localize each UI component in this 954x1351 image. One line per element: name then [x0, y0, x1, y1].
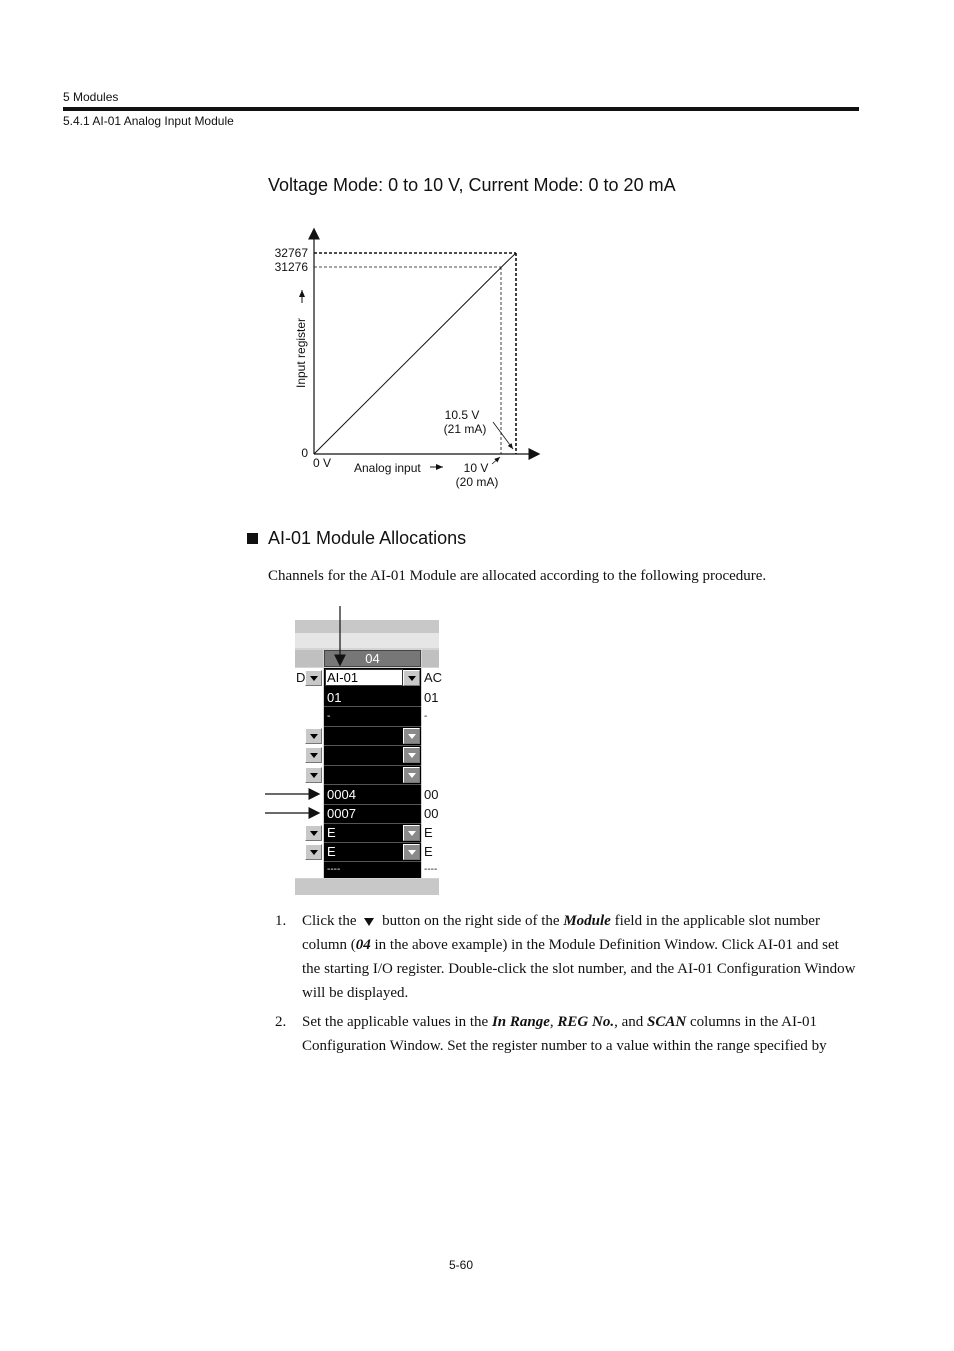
step-1-bold-module: Module	[563, 913, 611, 929]
grid-row-dashes: ----	[327, 864, 341, 875]
step-2-bold-reg-no: REG No.	[557, 1014, 615, 1030]
right-col-row-9: E	[424, 844, 433, 859]
y-tick-31276: 31276	[274, 260, 308, 274]
section-header: 5.4.1 AI-01 Analog Input Module	[63, 114, 234, 128]
page-number: 5-60	[449, 1258, 474, 1272]
conversion-chart	[260, 220, 560, 500]
step-2	[275, 1010, 859, 1058]
header-rule	[63, 107, 859, 111]
main-dropdown-5[interactable]	[403, 844, 420, 860]
allocations-heading: AI-01 Module Allocations	[268, 528, 467, 548]
left-dropdown-5[interactable]	[305, 844, 322, 860]
left-col-top: D	[296, 670, 306, 685]
label-105v-2: (21 mA)	[443, 422, 487, 436]
step-2-sep-2: , and	[614, 1014, 644, 1030]
module-dropdown-button[interactable]	[403, 670, 420, 686]
grid-row-end-reg[interactable]: 0007	[327, 806, 356, 821]
label-105v-1: 10.5 V	[444, 408, 480, 422]
label-10v-1: 10 V	[463, 461, 489, 475]
main-dropdown-1[interactable]	[403, 728, 420, 744]
heading-bullet	[247, 533, 258, 544]
x-origin-label: 0 V	[313, 456, 332, 470]
step-1-text-b: button on the right side of the	[382, 913, 560, 929]
x-axis-label: Analog input	[354, 461, 421, 475]
grid-row-e2: E	[327, 844, 336, 859]
dropdown-arrow-icon	[364, 918, 374, 926]
label-10v-2: (20 mA)	[455, 475, 499, 489]
step-2-bold-scan: SCAN	[647, 1014, 687, 1030]
right-col-row-10: ----	[424, 864, 438, 875]
grid-callouts	[260, 600, 350, 825]
module-field[interactable]: AI-01	[327, 670, 359, 685]
right-col-top: AC	[424, 670, 443, 685]
grid-row-start-reg[interactable]: 0004	[327, 787, 356, 802]
grid-row-1: 01	[327, 690, 342, 705]
y-tick-32767: 32767	[274, 246, 308, 260]
step-1-text-c: field in the applicable slot number column (	[302, 913, 820, 953]
main-dropdown-2[interactable]	[403, 747, 420, 763]
allocations-intro: Channels for the AI-01 Module are allocated according to the following procedure.	[268, 568, 767, 584]
main-dropdown-4[interactable]	[403, 825, 420, 841]
right-col-row-1: 01	[424, 690, 439, 705]
right-col-row-2: -	[424, 711, 428, 722]
left-dropdown-4[interactable]	[305, 825, 322, 841]
step-1-bold-04: 04	[355, 937, 371, 953]
grid-row-2: -	[327, 711, 331, 722]
step-1-text-d: in the above example) in the Module Definition Window. Click AI-01 and set the starting I/O register. Double-click the slot number, and the AI-01 Configuration Window will be displayed.	[302, 937, 856, 1001]
column-header-04[interactable]: 04	[324, 650, 421, 667]
right-col-row-6: 00	[424, 787, 439, 802]
steps-list	[275, 909, 859, 1063]
right-col-row-8: E	[424, 825, 433, 840]
step-1	[275, 909, 859, 1005]
main-dropdown-3[interactable]	[403, 767, 420, 783]
y-axis-label: Input register	[294, 317, 308, 388]
step-2-number: 2.	[275, 1014, 287, 1030]
step-2-bold-in-range: In Range	[491, 1014, 550, 1030]
y-tick-0: 0	[301, 446, 308, 460]
step-1-number: 1.	[275, 913, 287, 929]
step-2-sep-1: ,	[549, 1014, 554, 1030]
figure-title: Voltage Mode: 0 to 10 V, Current Mode: 0 to 20 mA	[268, 175, 676, 195]
grid-row-e1: E	[327, 825, 336, 840]
right-col-row-7: 00	[424, 806, 439, 821]
chapter-header: 5 Modules	[63, 90, 119, 104]
step-2-text-b: columns in the AI-01 Configuration Window. Set the register number to a value within the range specified by	[302, 1014, 827, 1054]
step-1-text-a: Click the	[302, 913, 357, 929]
step-2-text-a: Set the applicable values in the	[302, 1014, 489, 1030]
